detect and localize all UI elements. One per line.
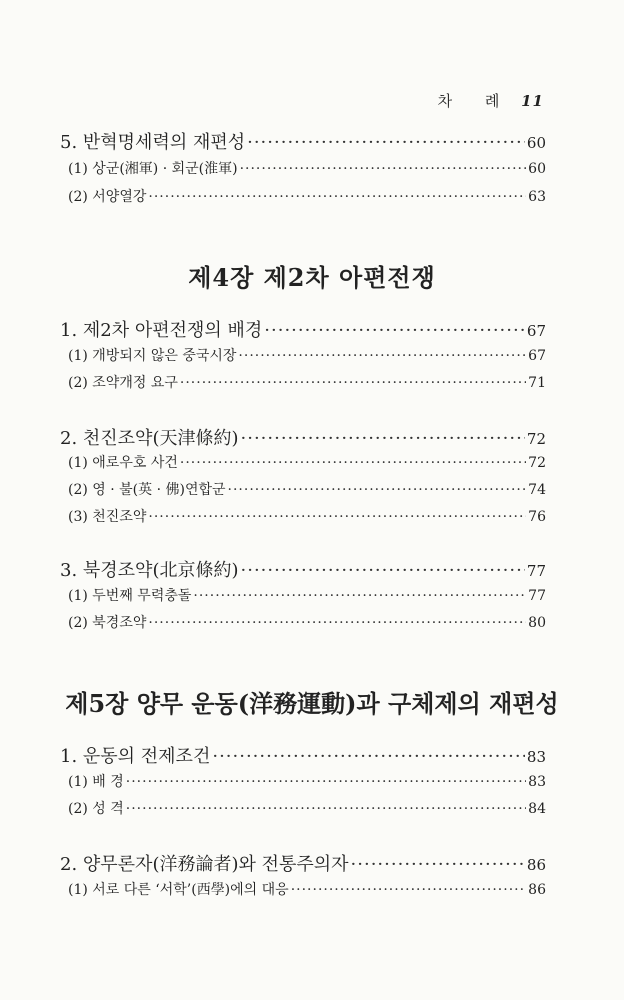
toc-entry[interactable] (0, 798, 624, 818)
leader-dots (240, 161, 527, 177)
toc-entry-page: 77 (526, 562, 546, 580)
running-header (438, 90, 544, 111)
toc-entry[interactable] (0, 850, 624, 876)
leader-dots (126, 774, 526, 790)
toc-entry-label: 2. 양무론자(洋務論者)와 전통주의자 (60, 854, 349, 875)
toc-entry-label: (1) 두번째 무력충돌 (68, 588, 192, 604)
toc-entry[interactable] (0, 556, 624, 582)
toc-entry-label: (2) 북경조약 (68, 615, 147, 631)
toc-entry-label: (3) 천진조약 (68, 509, 147, 525)
toc-entry-page: 84 (528, 801, 546, 817)
toc-entry[interactable] (0, 506, 624, 526)
toc-entry[interactable] (0, 128, 624, 154)
chapter-5-title: 제5장 양무 운동(洋務運動)과 구체제의 재편성 (65, 689, 559, 718)
toc-entry-page: 77 (528, 588, 546, 604)
leader-dots (247, 132, 525, 153)
toc-entry-page: 86 (528, 882, 546, 898)
toc-entry-label: (1) 서로 다른 ‘서학’(西學)에의 대응 (68, 882, 289, 898)
toc-entry-label: (2) 영 · 불(英 · 佛)연합군 (68, 482, 226, 498)
toc-entry-page: 71 (528, 375, 546, 391)
toc-entry[interactable] (0, 771, 624, 791)
leader-dots (148, 189, 526, 205)
leader-dots (264, 320, 525, 341)
toc-entry-page: 67 (526, 322, 546, 340)
leader-dots (241, 428, 525, 449)
leader-dots (193, 588, 526, 604)
toc-entry[interactable] (0, 879, 624, 899)
header-title: 차 례 (437, 92, 514, 110)
leader-dots (228, 482, 527, 498)
leader-dots (241, 560, 525, 581)
leader-dots (148, 615, 526, 631)
toc-entry-label: (1) 상군(湘軍) · 회군(淮軍) (68, 161, 238, 177)
toc-entry-label: (1) 애로우호 사건 (68, 455, 178, 471)
toc-entry[interactable] (0, 424, 624, 450)
leader-dots (126, 801, 526, 817)
chapter-4-title: 제4장 제2차 아편전쟁 (188, 263, 436, 292)
toc-entry-page: 76 (528, 509, 546, 525)
header-page-number: 11 (521, 92, 544, 110)
toc-entry[interactable] (0, 186, 624, 206)
toc-entry[interactable] (0, 372, 624, 392)
toc-entry-label: (2) 조약개정 요구 (68, 375, 178, 391)
leader-dots (212, 746, 525, 767)
toc-entry-label: (2) 성 격 (68, 801, 124, 817)
leader-dots (180, 455, 526, 471)
toc-entry-label: 3. 북경조약(北京條約) (60, 560, 239, 581)
toc-entry[interactable] (0, 158, 624, 178)
leader-dots (238, 348, 526, 364)
toc-entry-label: (2) 서양열강 (68, 189, 147, 205)
toc-entry-page: 74 (528, 482, 546, 498)
toc-entry-label: (1) 개방되지 않은 중국시장 (68, 348, 237, 364)
toc-entry[interactable] (0, 316, 624, 342)
toc-entry-page: 72 (528, 455, 546, 471)
toc-entry-label: 5. 반혁명세력의 재편성 (60, 132, 246, 153)
toc-entry-page: 67 (528, 348, 546, 364)
toc-entry[interactable] (0, 345, 624, 365)
toc-entry-page: 83 (528, 774, 546, 790)
leader-dots (180, 375, 526, 391)
leader-dots (351, 854, 525, 875)
toc-entry-page: 86 (526, 856, 546, 874)
toc-entry[interactable] (0, 612, 624, 632)
toc-entry-label: 1. 제2차 아편전쟁의 배경 (60, 320, 263, 341)
toc-entry-label: 1. 운동의 전제조건 (60, 746, 211, 767)
toc-entry[interactable] (0, 585, 624, 605)
toc-entry-page: 72 (526, 430, 546, 448)
toc-entry-page: 60 (528, 161, 546, 177)
leader-dots (291, 882, 526, 898)
toc-entry-page: 83 (526, 748, 546, 766)
toc-entry-label: (1) 배 경 (68, 774, 124, 790)
toc-entry[interactable] (0, 742, 624, 768)
toc-entry[interactable] (0, 479, 624, 499)
toc-entry[interactable] (0, 452, 624, 472)
toc-entry-page: 80 (528, 615, 546, 631)
toc-entry-page: 63 (528, 189, 546, 205)
toc-entry-label: 2. 천진조약(天津條約) (60, 428, 239, 449)
toc-entry-page: 60 (526, 134, 546, 152)
leader-dots (148, 509, 526, 525)
